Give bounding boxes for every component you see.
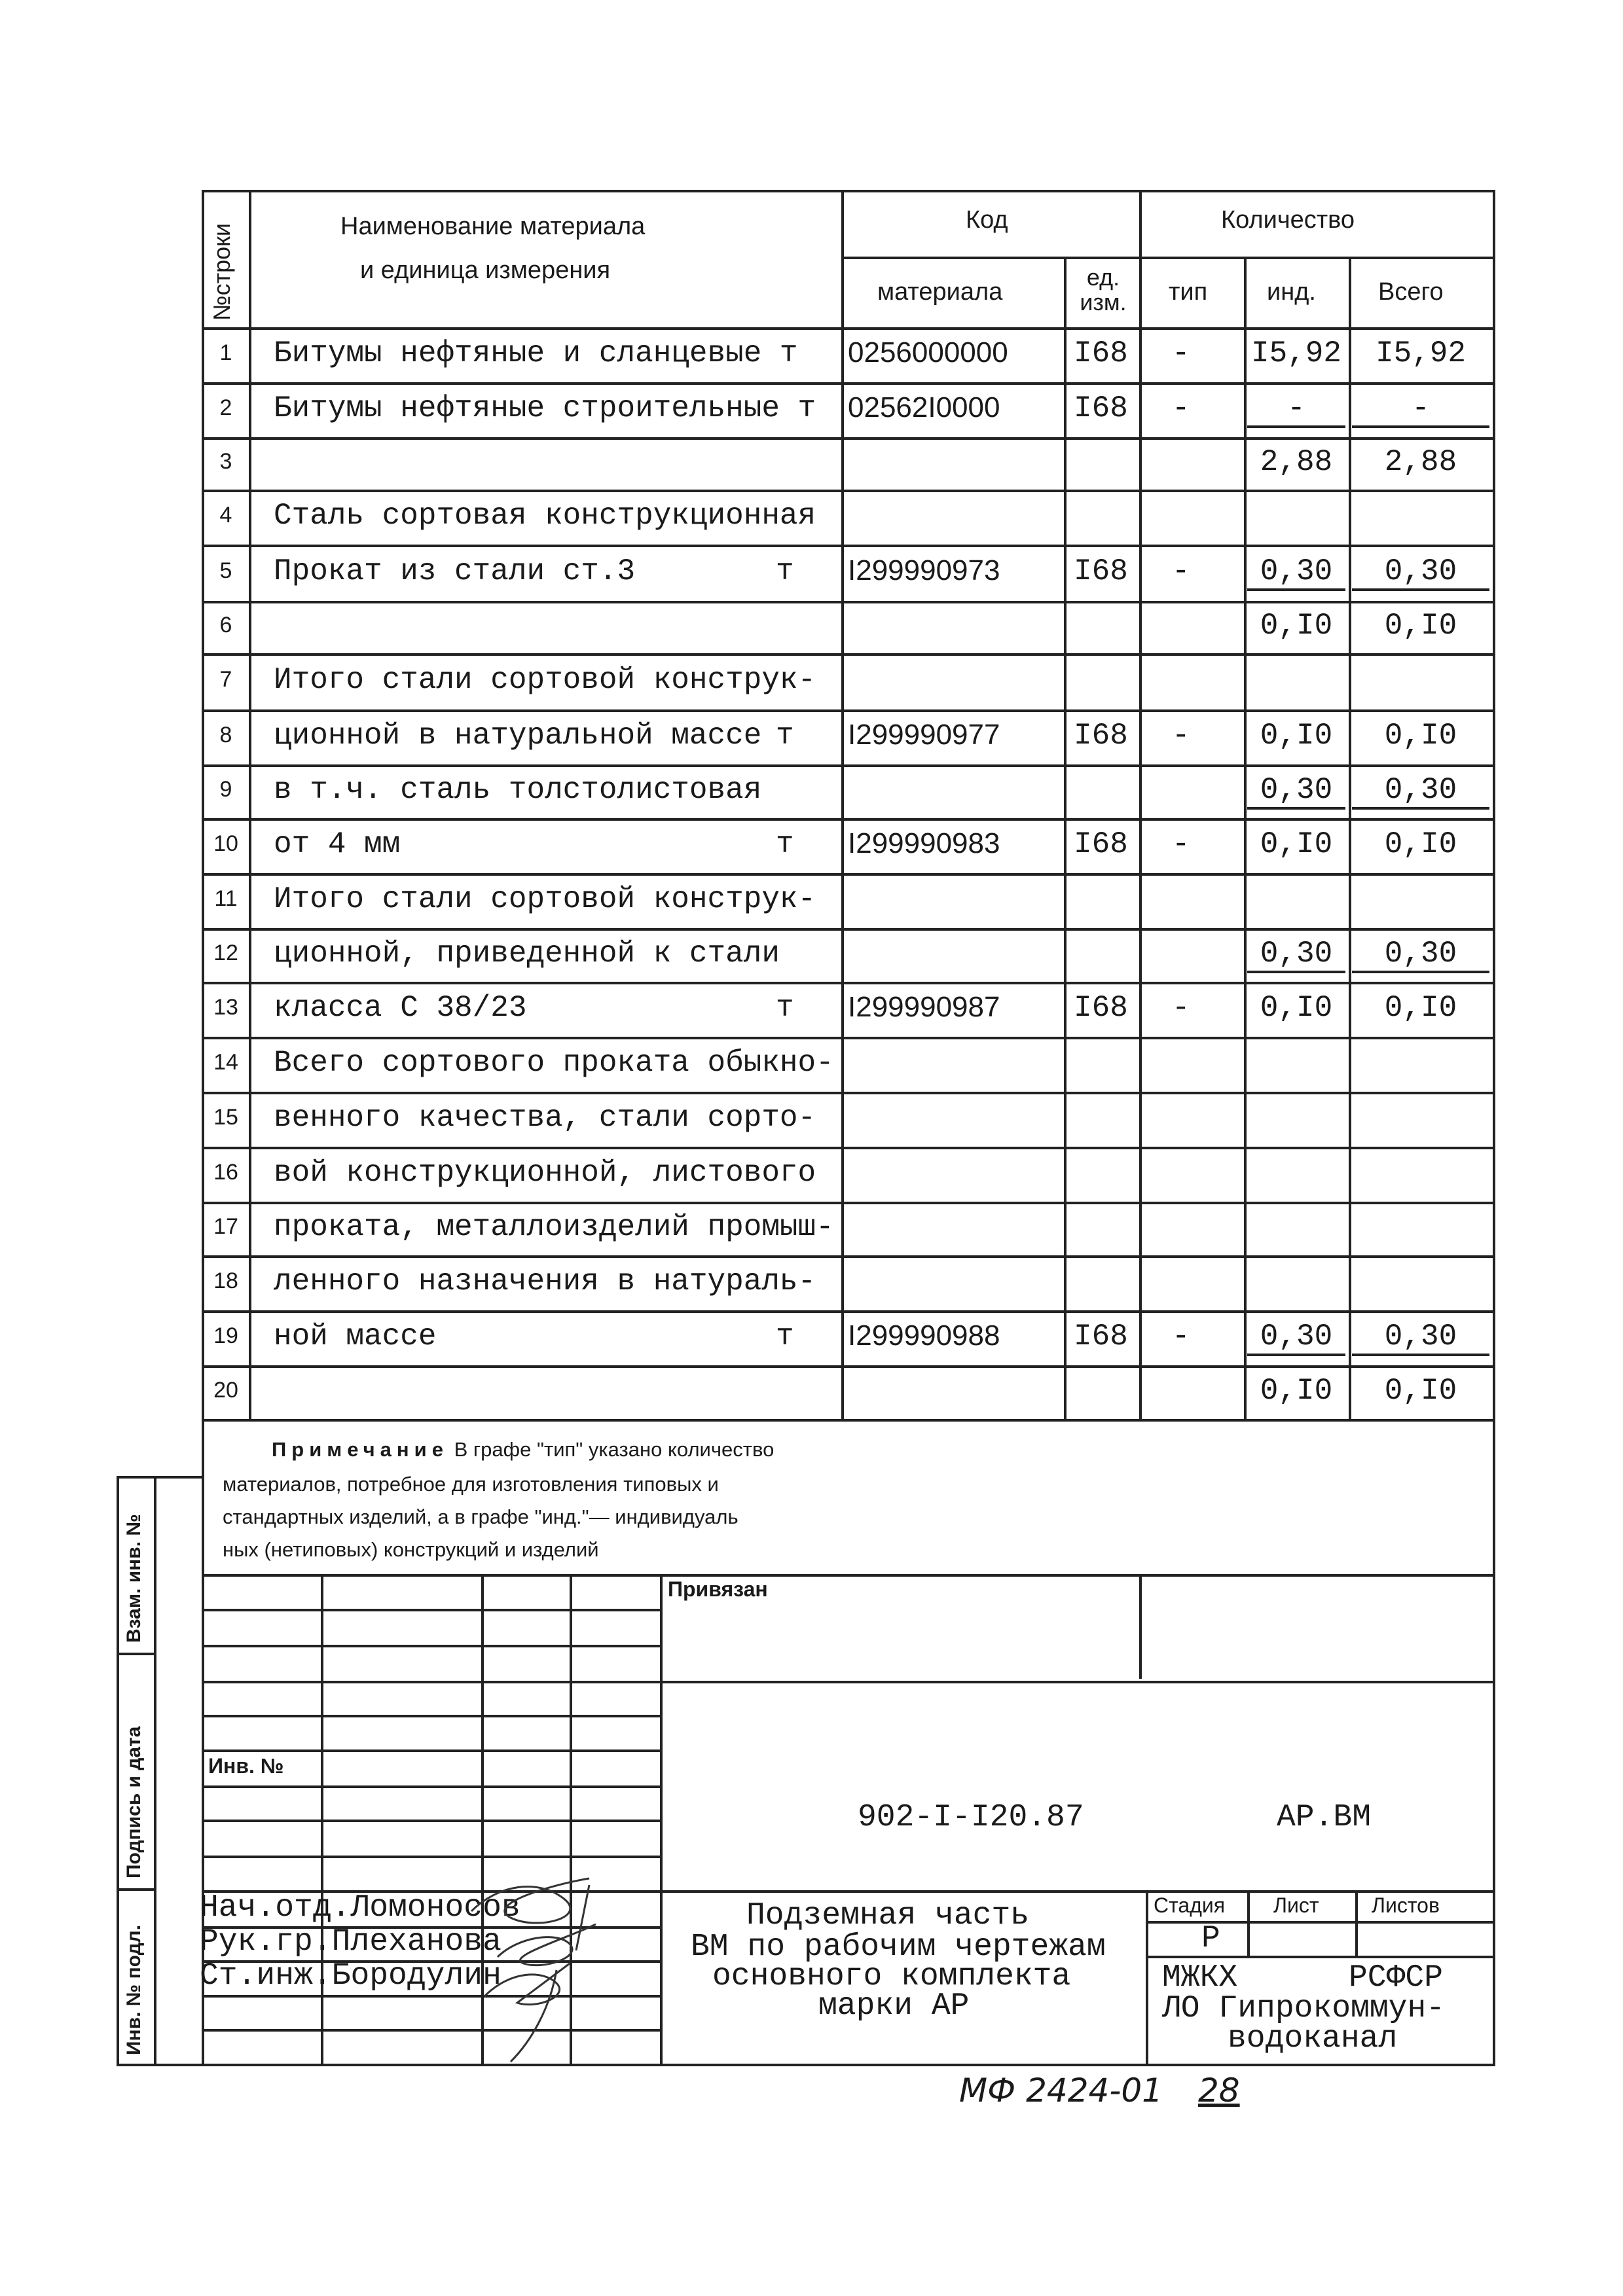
code-unit-header-line2: изм. [1080,289,1127,315]
row-number: 8 [219,723,232,747]
row-number: 10 [213,831,238,856]
row-qty-ind: 0,I0 [1260,991,1333,1025]
code-header: Код [966,206,1008,234]
row-name: вой конструкционной, листового [274,1156,816,1190]
row-number: 4 [219,503,232,528]
org-line-1a: МЖКХ [1162,1960,1238,1996]
row-type: - [1172,1319,1190,1354]
sheet-label: Лист [1273,1893,1319,1917]
row-qty-ind: 0,I0 [1260,719,1333,753]
row-name: ционной в натуральной массе [274,719,762,753]
row-qty-ind: I5,92 [1250,336,1342,370]
row-name: Всего сортового проката обыкно- [274,1046,834,1080]
name-header-line1: Наименование материала [340,213,646,240]
row-qty-total: 0,30 [1352,937,1489,973]
row-qty-ind: 2,88 [1260,445,1333,479]
row-number: 3 [219,449,232,474]
row-unit-t: т [776,554,794,588]
row-name: ной массе [274,1319,437,1354]
row-code: I299990987 [848,991,1000,1023]
row-qty-ind: 0,30 [1247,554,1345,591]
row-qty-total: 0,I0 [1384,991,1457,1025]
row-name: Битумы нефтяные и сланцевые т [274,336,798,370]
row-number: 16 [213,1160,238,1185]
row-name: Сталь сортовая конструкционная [274,499,816,533]
row-code: I299990988 [848,1319,1000,1352]
note-line1 [272,1438,774,1462]
row-number: 9 [219,777,232,802]
row-qty-total: 0,I0 [1384,719,1457,753]
row-unit: I68 [1074,719,1128,753]
row-type: - [1172,991,1190,1025]
stage-label: Стадия [1154,1893,1226,1917]
code-material-header: материала [877,278,1003,306]
row-qty-total: I5,92 [1375,336,1467,370]
side-label-inv: Инв. № подл. [123,1924,145,2055]
title-line-4: марки АР [818,1988,970,2024]
row-number: 7 [219,667,232,692]
row-unit-t: т [776,827,794,861]
title-line-1: Подземная часть [746,1898,1030,1933]
row-qty-total: 0,I0 [1384,1374,1457,1408]
row-name: в т.ч. сталь толстолистовая [274,773,762,807]
row-unit: I68 [1074,1319,1128,1354]
row-number: 11 [214,886,238,911]
note-line4: ных (нетиповых) конструкций и изделий [223,1538,599,1561]
person-name: Плеханова [331,1924,501,1960]
row-qty-ind: 0,30 [1247,773,1345,810]
row-number: 12 [213,941,238,965]
row-qty-ind: 0,I0 [1260,609,1333,643]
row-qty-total: 0,30 [1352,554,1489,591]
row-name: ционной, приведенной к стали [274,937,780,971]
person-role: Рук.гр. [200,1924,332,1960]
person-name: Бородулин [331,1958,501,1994]
qty-type-header: тип [1169,278,1208,306]
row-number: 17 [213,1214,238,1239]
row-unit: I68 [1074,336,1128,370]
row-number: 2 [219,395,232,420]
row-unit: I68 [1074,991,1128,1025]
row-number: 13 [213,995,238,1020]
row-code: I299990977 [848,719,1000,751]
row-number: 20 [213,1378,238,1403]
row-unit: I68 [1074,554,1128,588]
org-line-1b: РСФСР [1349,1960,1444,1996]
row-name: Прокат из стали ст.3 [274,554,636,588]
note-line2: материалов, потребное для изготовления типовых и [223,1473,719,1496]
person-role: Ст.инж. [200,1958,332,1994]
row-code: 02562I0000 [848,391,1000,423]
row-type: - [1172,719,1190,753]
org-line-3: водоканал [1228,2021,1398,2056]
row-qty-ind: 0,30 [1247,937,1345,973]
row-qty-total: 0,I0 [1384,609,1457,643]
row-unit-t: т [776,719,794,753]
org-line-2: ЛО Гипрокоммун- [1162,1991,1446,2026]
row-type: - [1172,827,1190,861]
row-name: проката, металлоизделий промыш- [274,1210,834,1244]
stage-value: Р [1201,1921,1220,1956]
person-row-2 [200,1924,501,1960]
row-qty-ind: 0,I0 [1260,827,1333,861]
row-type: - [1172,391,1190,425]
row-qty-total: 0,30 [1352,1319,1489,1356]
note-text-1: В графе "тип" указано количество [454,1438,775,1461]
row-unit: I68 [1074,391,1128,425]
row-qty-total: 0,30 [1352,773,1489,810]
person-role: Нач.отд. [200,1890,351,1926]
row-code: I299990983 [848,827,1000,859]
side-label-podpis: Подпись и дата [123,1726,145,1878]
document-code: 902-I-I20.87 [858,1800,1084,1835]
title-line-3: основного комплекта [712,1959,1071,1994]
footer-page-number: 28 [1198,2072,1240,2109]
person-row-3 [200,1958,501,1994]
row-name: венного качества, стали сорто- [274,1101,816,1135]
row-number: 6 [219,613,232,637]
row-number: 5 [219,558,232,583]
row-qty-ind: - [1247,391,1345,428]
inv-no-label: Инв. № [208,1754,284,1778]
qty-total-header: Всего [1378,278,1444,306]
row-code: I299990973 [848,554,1000,586]
row-unit-t: т [776,1319,794,1354]
row-name: Итого стали сортовой конструк- [274,663,816,697]
row-number-header: №строки [208,223,235,321]
row-type: - [1172,554,1190,588]
row-number: 14 [213,1050,238,1075]
note-title: Примечание [272,1438,448,1461]
side-label-vzam: Взам. инв. № [123,1514,145,1643]
row-qty-total: - [1352,391,1489,428]
row-qty-ind: 0,I0 [1260,1374,1333,1408]
row-number: 19 [213,1323,238,1348]
row-name: ленного назначения в натураль- [274,1265,816,1299]
row-code: 0256000000 [848,336,1008,368]
row-unit: I68 [1074,827,1128,861]
privyazan-label: Привязан [668,1577,768,1601]
row-name: класса С 38/23 [274,991,527,1025]
row-qty-total: 2,88 [1384,445,1457,479]
row-number: 18 [213,1268,238,1293]
row-number: 1 [219,340,232,365]
title-line-2: ВМ по рабочим чертежам [691,1929,1106,1965]
person-name: Ломоносов [350,1890,520,1926]
row-name: Битумы нефтяные строительные т [274,391,816,425]
row-qty-ind: 0,30 [1247,1319,1345,1356]
row-type: - [1172,336,1190,370]
quantity-header: Количество [1221,206,1355,234]
row-qty-total: 0,I0 [1384,827,1457,861]
code-unit-header [1067,265,1139,315]
sheets-label: Листов [1372,1893,1440,1917]
row-number: 15 [213,1105,238,1130]
document-mark: АР.ВМ [1277,1800,1372,1835]
row-name: от 4 мм [274,827,401,861]
note-line3: стандартных изделий, а в графе "инд."— индивидуаль [223,1505,739,1528]
signature-scribbles [458,1859,629,2068]
qty-ind-header: инд. [1267,278,1316,306]
footer-handwritten-code: МФ 2424-01 [959,2072,1163,2109]
name-header-line2: и единица измерения [360,257,611,284]
code-unit-header-line1: ед. [1086,264,1120,291]
row-unit-t: т [776,991,794,1025]
row-name: Итого стали сортовой конструк- [274,882,816,916]
